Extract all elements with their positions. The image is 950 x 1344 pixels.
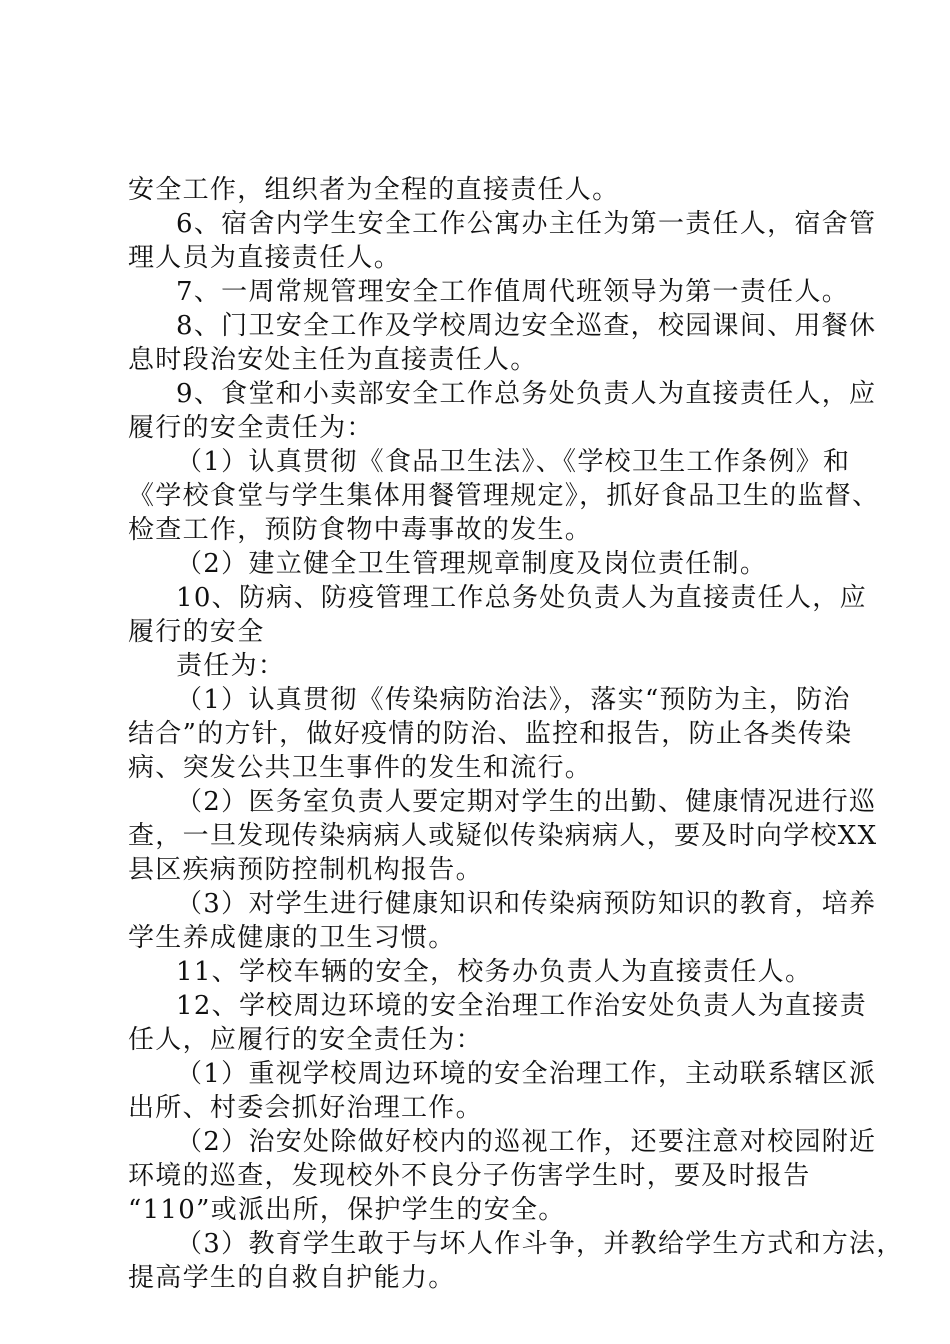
text-line: 11、学校车辆的安全，校务办负责人为直接责任人。 [176, 957, 813, 987]
text-line: 7、一周常规管理安全工作值周代班领导为第一责任人。 [176, 277, 850, 307]
text-line: 责任为： [176, 651, 286, 681]
text-line: 出所、村委会抓好治理工作。 [128, 1093, 483, 1123]
text-line: （2）医务室负责人要定期对学生的出勤、健康情况进行巡 [176, 787, 877, 817]
text-line: 6、宿舍内学生安全工作公寓办主任为第一责任人，宿舍管 [176, 209, 877, 239]
text-line: 理人员为直接责任人。 [128, 243, 402, 273]
text-line: （1）认真贯彻《食品卫生法》、《学校卫生工作条例》和 [176, 447, 851, 477]
text-line: 安全工作，组织者为全程的直接责任人。 [128, 175, 620, 205]
text-line: 学生养成健康的卫生习惯。 [128, 923, 456, 953]
text-line: （3）对学生进行健康知识和传染病预防知识的教育，培养 [176, 889, 877, 919]
text-line: 12、学校周边环境的安全治理工作治安处负责人为直接责 [176, 991, 867, 1021]
text-line: （1）认真贯彻《传染病防治法》，落实“预防为主，防治 [176, 685, 851, 715]
text-line: 履行的安全责任为： [128, 413, 374, 443]
text-line: 环境的巡查，发现校外不良分子伤害学生时，要及时报告 [128, 1161, 811, 1191]
text-line: 县区疾病预防控制机构报告。 [128, 855, 483, 885]
text-line: “110”或派出所，保护学生的安全。 [128, 1195, 566, 1225]
text-line: （2）建立健全卫生管理规章制度及岗位责任制。 [176, 549, 768, 579]
text-line: 检查工作，预防食物中毒事故的发生。 [128, 515, 593, 545]
text-line: 10、防病、防疫管理工作总务处负责人为直接责任人，应 [176, 583, 867, 613]
text-line: 息时段治安处主任为直接责任人。 [128, 345, 538, 375]
text-line: 9、食堂和小卖部安全工作总务处负责人为直接责任人，应 [176, 379, 877, 409]
text-line: 8、门卫安全工作及学校周边安全巡查，校园课间、用餐休 [176, 311, 877, 341]
text-line: 《学校食堂与学生集体用餐管理规定》，抓好食品卫生的监督、 [128, 481, 880, 511]
text-line: 查，一旦发现传染病病人或疑似传染病病人，要及时向学校XX [128, 821, 878, 851]
text-line: 任人，应履行的安全责任为： [128, 1025, 483, 1055]
text-line: 病、突发公共卫生事件的发生和流行。 [128, 753, 593, 783]
text-line: 提高学生的自救自护能力。 [128, 1263, 456, 1293]
text-line: （2）治安处除做好校内的巡视工作，还要注意对校园附近 [176, 1127, 877, 1157]
text-line: （3）教育学生敢于与坏人作斗争，并教给学生方式和方法， [176, 1229, 904, 1259]
text-line: 履行的安全 [128, 617, 265, 647]
text-line: （1）重视学校周边环境的安全治理工作，主动联系辖区派 [176, 1059, 877, 1089]
text-line: 结合”的方针，做好疫情的防治、监控和报告，防止各类传染 [128, 719, 853, 749]
